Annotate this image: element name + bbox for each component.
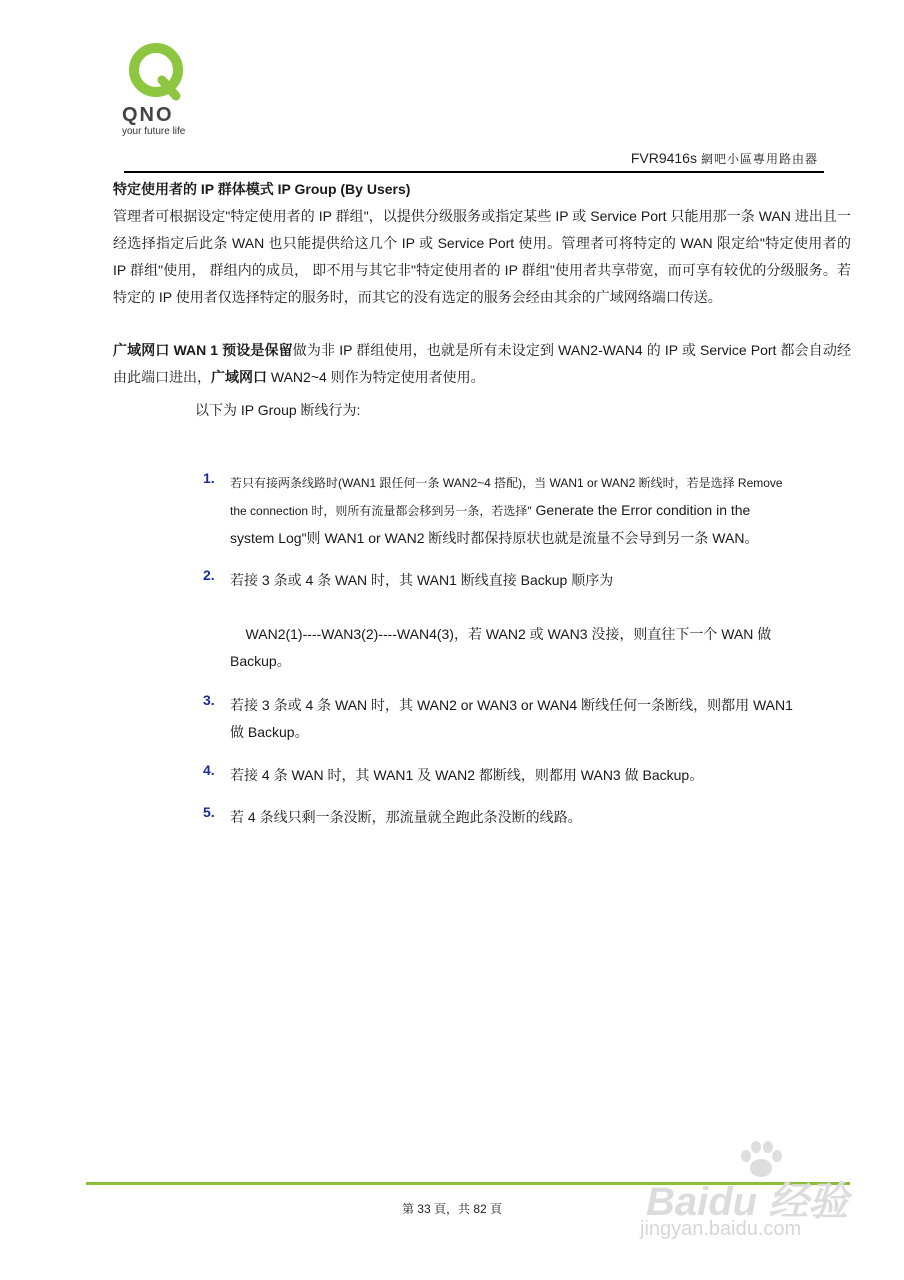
list-item-fragment: Generate the Error condition in the — [531, 502, 751, 518]
paragraph-wan1-bold2: 广域网口 — [211, 369, 267, 385]
page-number: 第 33 頁，共 82 頁 — [401, 1202, 503, 1216]
section-title: 特定使用者的 IP 群体模式 IP Group (By Users) — [113, 181, 411, 197]
qno-logo — [118, 40, 208, 140]
list-number: 1. — [203, 470, 215, 486]
list-item-line: 若接 3 条或 4 条 WAN 时，其 WAN2 or WAN3 or WAN4 断线任何一条断线，则都用 WAN1 — [230, 697, 793, 713]
list-item-fragment: the connection 时，则所有流量都会移到另一条，若选择" — [230, 504, 532, 518]
list-item-text — [230, 804, 850, 831]
logo-tagline: your future life — [122, 126, 186, 137]
document-header — [631, 150, 818, 167]
paragraph-wan1-bold: 广域网口 WAN 1 预设是保留 — [113, 342, 293, 358]
qno-q-mark-icon — [118, 40, 198, 106]
list-item-line: 若 4 条线只剩一条没断，那流量就全跑此条没断的线路。 — [230, 809, 582, 825]
list-item-line: 做 Backup。 — [230, 724, 309, 740]
paragraph-intro: 管理者可根据设定"特定使用者的 IP 群组"，以提供分级服务或指定某些 IP 或 Service Port 只能用那一条 WAN 进出且一经选择指定后此条 WAN 也只能提供给这几个 IP 或 Service Port 使用。管理者可将特定的 WAN 限定给"特定使用者的 IP 群组"使用， 群组内的成员， 即不用与其它非"特定使用者的 IP 群组"使用者共享带宽，而可享有较优的分级服务。若特定的 IP 使用者仅选择特定的服务时，而其它的没有选定的服务会经由其余的广域网络端口传送。 — [113, 208, 851, 305]
header-subtitle: 網吧小區專用路由器 — [700, 152, 818, 166]
list-item-line: system Log"则 WAN1 or WAN2 断线时都保持原状也就是流量不会导到另一条 WAN。 — [230, 530, 759, 546]
list-item-line: 若接 3 条或 4 条 WAN 时，其 WAN1 断线直接 Backup 顺序为 — [230, 572, 614, 588]
watermark-url: jingyan.baidu.com — [640, 1218, 802, 1240]
header-model: FVR9416s — [630, 150, 697, 166]
list-item-text — [230, 762, 850, 789]
paragraph-wan1 — [113, 337, 851, 391]
list-number: 3. — [203, 692, 215, 708]
list-item-line — [230, 497, 850, 525]
list-item-line: 若只有接两条线路时(WAN1 跟任何一条 WAN2~4 搭配)，当 WAN1 or WAN2 断线时，若是选择 Remove — [230, 476, 783, 490]
list-number: 4. — [203, 762, 215, 778]
document-body — [113, 176, 851, 424]
baidu-watermark — [640, 1140, 860, 1260]
list-item-text — [230, 567, 850, 675]
list-item-line: WAN2(1)----WAN3(2)----WAN4(3)，若 WAN2 或 WAN3 没接，则直往下一个 WAN 做 — [230, 626, 772, 642]
list-number: 5. — [203, 804, 215, 820]
list-item-line: Backup。 — [230, 653, 291, 669]
list-item-text — [230, 692, 850, 746]
logo-brand: QNO — [122, 104, 174, 126]
paragraph-wan1-text2: WAN2~4 则作为特定使用者使用。 — [267, 369, 485, 385]
list-intro: 以下为 IP Group 断线行为: — [195, 402, 361, 418]
watermark-main: Baidu 经验 — [646, 1180, 849, 1224]
list-number: 2. — [203, 567, 215, 583]
header-rule — [124, 171, 824, 173]
list-item-text — [230, 470, 850, 552]
paragraph-wan1-text: 做为非 IP 群组使用，也就是所有未设定到 WAN2-WAN4 的 IP 或 Service Port 都会自动经由此端口进出， — [113, 342, 851, 385]
list-item-line: 若接 4 条 WAN 时，其 WAN1 及 WAN2 都断线，则都用 WAN3 做 Backup。 — [230, 767, 704, 783]
